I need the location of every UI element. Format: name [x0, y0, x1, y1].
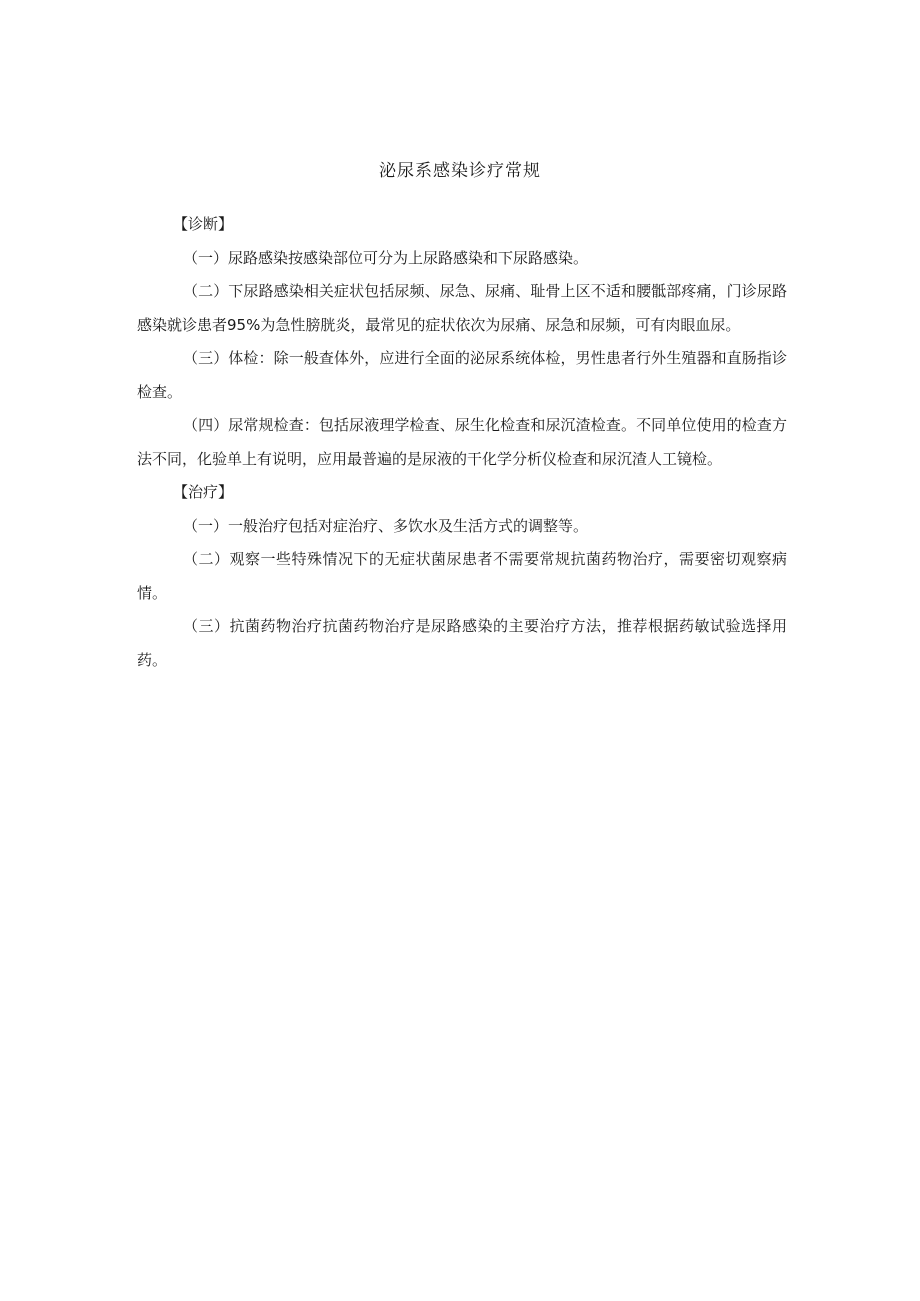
- section-heading-treatment: 【治疗】: [173, 483, 234, 501]
- treatment-paragraph-1: （一）一般治疗包括对症治疗、多饮水及生活方式的调整等。: [183, 516, 589, 535]
- diagnosis-paragraph-3: （三）体检：除一般查体外，应进行全面的泌尿系统体检，男性患者行外生殖器和直肠指诊检查。: [137, 349, 787, 401]
- section-treatment: [137, 476, 787, 677]
- section-diagnosis: [137, 208, 787, 476]
- diagnosis-paragraph-4: （四）尿常规检查：包括尿液理学检查、尿生化检查和尿沉渣检查。不同单位使用的检查方法不同，化验单上有说明，应用最普遍的是尿液的干化学分析仪检查和尿沉渣人工镜检。: [137, 416, 787, 468]
- diagnosis-paragraph-2: （二）下尿路感染相关症状包括尿频、尿急、尿痛、耻骨上区不适和腰骶部疼痛，门诊尿路感染就诊患者95%为急性膀胱炎，最常见的症状依次为尿痛、尿急和尿频，可有肉眼血尿。: [137, 282, 787, 334]
- treatment-paragraph-3: （三）抗菌药物治疗抗菌药物治疗是尿路感染的主要治疗方法，推荐根据药敏试验选择用药。: [137, 617, 787, 669]
- treatment-paragraph-2: （二）观察一些特殊情况下的无症状菌尿患者不需要常规抗菌药物治疗，需要密切观察病情。: [137, 550, 787, 602]
- document-title: 泌尿系感染诊疗常规: [379, 161, 541, 181]
- diagnosis-paragraph-1: （一）尿路感染按感染部位可分为上尿路感染和下尿路感染。: [183, 248, 589, 267]
- document-body: [137, 208, 787, 677]
- section-heading-diagnosis: 【诊断】: [173, 215, 234, 233]
